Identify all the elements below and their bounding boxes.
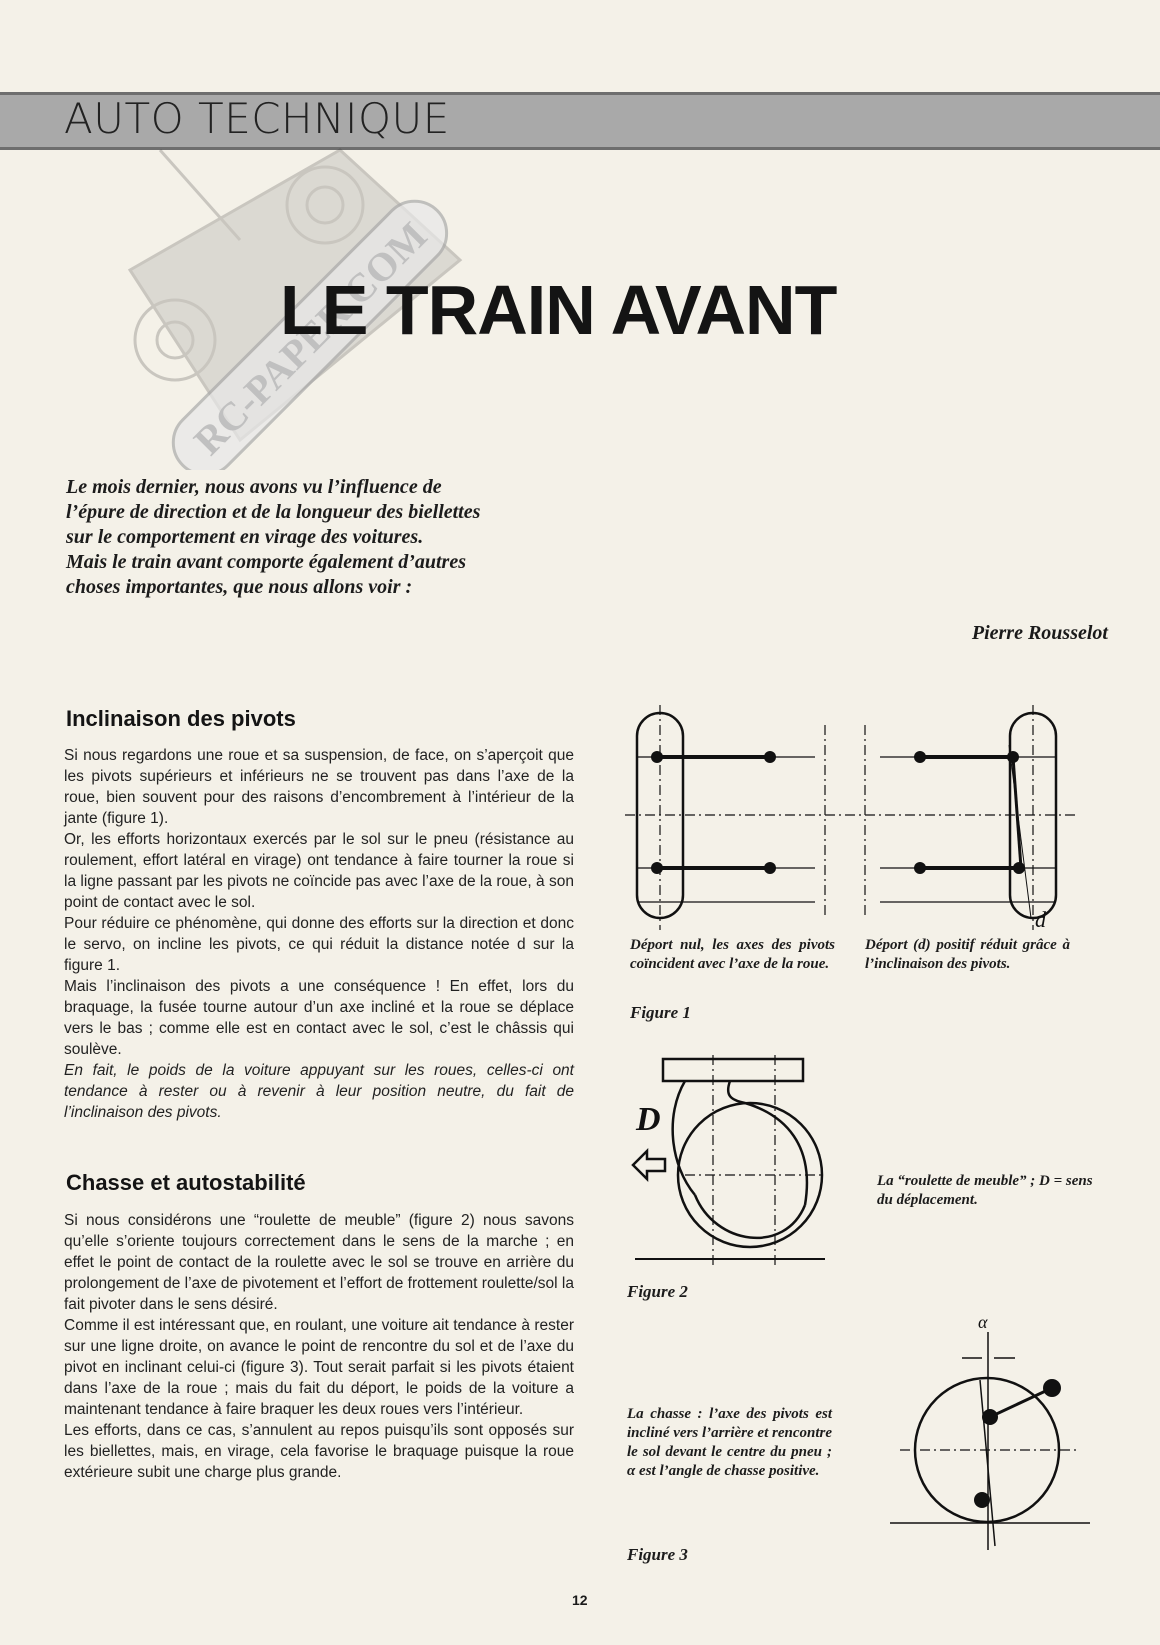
figure-1-label: Figure 1 xyxy=(630,1003,691,1022)
paragraph: Mais l’inclinaison des pivots a une conséquence ! En effet, lors du braquage, la fusée tourne autour d’un axe incliné et la roue se déplace vers le bas ; comme elle est en contact avec le sol, c’est le châssis qui soulève. xyxy=(64,978,574,1058)
author-name: Pierre Rousselot xyxy=(971,622,1108,644)
figure-3-caption: La chasse : l’axe des pivots est incliné vers l’arrière et rencontre le sol devant le centre du pneu ; α est l’angle de chasse positive. xyxy=(627,1406,832,1479)
section-heading-inclinaison: Inclinaison des pivots xyxy=(66,706,296,731)
section-title: AUTO TECHNIQUE xyxy=(64,94,450,143)
figure-1-caption-right: Déport (d) positif réduit grâce à l’inclinaison des pivots. xyxy=(865,937,1070,972)
paragraph: Comme il est intéressant que, en roulant, une voiture ait tendance à rester sur une ligne droite, on avance le point de rencontre du sol et de l’axe du pivot en inclinant celui-ci (figure 3). Tout serait parfait si les pivots étaient dans l’axe de la roue ; mais du fait du déport, le poids de la voiture a maintenant tendance à faire braquer les deux roues vers l’intérieur. xyxy=(64,1317,574,1418)
page-number: 12 xyxy=(572,1592,588,1608)
section-body-chasse xyxy=(64,1210,574,1483)
paragraph: Les efforts, dans ce cas, s’annulent au repos puisqu’ils sont opposés sur les biellettes, mais, en virage, cela favorise le braquage puisque la roue extérieure subit une charge plus grande. xyxy=(64,1422,574,1481)
intro-line: l’épure de direction et de la longueur des biellettes xyxy=(66,501,481,523)
figure-3-alpha-label: α xyxy=(978,1312,988,1332)
intro-line: sur le comportement en virage des voitures. xyxy=(66,526,424,548)
figure-2-d-label: D xyxy=(636,1101,661,1138)
intro-line: Mais le train avant comporte également d’autres xyxy=(66,551,466,573)
figure-3-label: Figure 3 xyxy=(627,1545,688,1564)
figure-3-diagram xyxy=(890,1310,1090,1555)
figure-1-caption-left: Déport nul, les axes des pivots coïncident avec l’axe de la roue. xyxy=(630,937,835,972)
figure-1-diagram xyxy=(615,705,1085,930)
figure-2-diagram xyxy=(625,1055,865,1270)
paragraph: Pour réduire ce phénomène, qui donne des efforts sur la direction et donc le servo, on incline les pivots, ce qui réduit la distance notée d sur la figure 1. xyxy=(64,915,574,974)
section-body-inclinaison xyxy=(64,745,574,1123)
paragraph: Or, les efforts horizontaux exercés par le sol sur le pneu (résistance au roulement, effort latéral en virage) ont tendance à faire tourner la roue si la ligne passant par les pivots ne coïncide pas avec l’axe de la roue, à son point de contact avec le sol. xyxy=(64,831,574,911)
intro-line: choses importantes, que nous allons voir : xyxy=(66,576,413,598)
figure-2-caption: La “roulette de meuble” ; D = sens du déplacement. xyxy=(877,1173,1093,1208)
direction-arrow-icon xyxy=(633,1151,665,1179)
paragraph: Si nous considérons une “roulette de meuble” (figure 2) nous savons qu’elle s’oriente toujours correctement dans le sens de la marche ; en effet le point de contact de la roulette avec le sol se trouve en arrière du prolongement de l’axe de pivotement et l’effort de frottement roulette/sol la fait pivoter dans le sens désiré. xyxy=(64,1212,574,1313)
intro-line: Le mois dernier, nous avons vu l’influence de xyxy=(66,476,442,498)
section-heading-chasse: Chasse et autostabilité xyxy=(66,1170,306,1195)
figure-2-label: Figure 2 xyxy=(627,1282,688,1301)
article-intro xyxy=(66,475,606,600)
paragraph-italic: En fait, le poids de la voiture appuyant sur les roues, celles-ci ont tendance à rester ou à revenir à leur position neutre, du fait de l’inclinaison des pivots. xyxy=(64,1062,574,1121)
paragraph: Si nous regardons une roue et sa suspension, de face, on s’aperçoit que les pivots supérieurs et inférieurs ne se trouvent pas dans l’axe de la roue, bien souvent pour des raisons d’encombrement à l’intérieur de la jante (figure 1). xyxy=(64,747,574,827)
watermark-text: RC-PAPER.COM xyxy=(185,213,436,464)
figure-1-d-label: d xyxy=(1035,907,1046,930)
article-title: LE TRAIN AVANT xyxy=(280,271,837,349)
